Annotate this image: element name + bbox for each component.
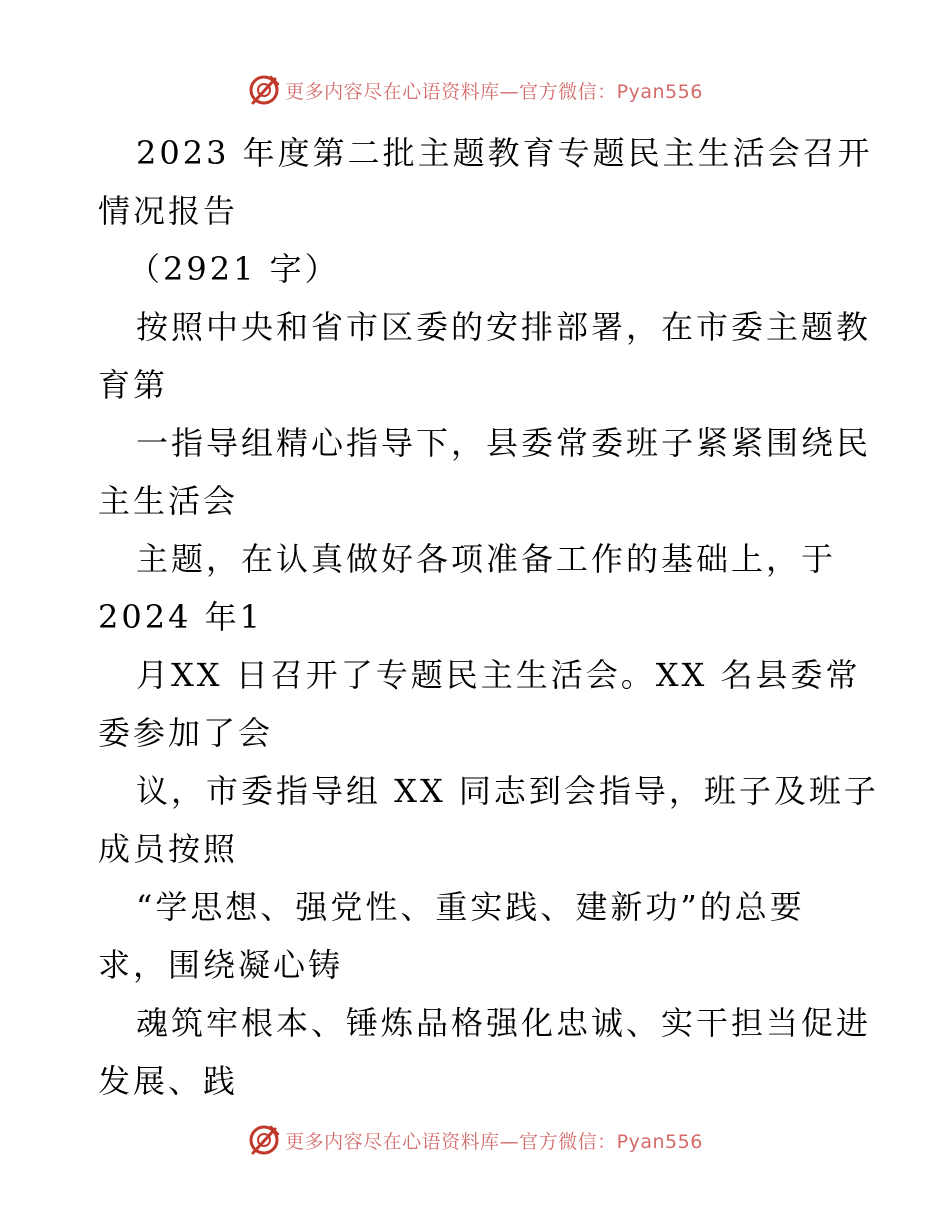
paragraph-line: 魂筑牢根本、锤炼品格强化忠诚、实干担当促进 bbox=[136, 1004, 872, 1042]
paragraph-line: 一指导组精心指导下，县委常委班子紧紧围绕民 bbox=[136, 424, 872, 462]
paragraph-line: “学思想、强党性、重实践、建新功”的总要 bbox=[136, 888, 805, 926]
watermark-text: 更多内容尽在心语资料库—官方微信：Pyan556 bbox=[285, 1130, 703, 1153]
paragraph-line: 主题，在认真做好各项准备工作的基础上，于 bbox=[136, 540, 837, 578]
paragraph-line: 议，市委指导组 XX 同志到会指导，班子及班子 bbox=[136, 772, 879, 810]
word-count: （2921 字） bbox=[128, 250, 340, 288]
footer-watermark bbox=[0, 1122, 950, 1158]
header-watermark bbox=[0, 72, 950, 108]
paragraph-line: 按照中央和省市区委的安排部署，在市委主题教 bbox=[136, 308, 872, 346]
paragraph-line: 月XX 日召开了专题民主生活会。XX 名县委常 bbox=[136, 656, 861, 694]
watermark-text: 更多内容尽在心语资料库—官方微信：Pyan556 bbox=[285, 80, 703, 103]
pen-circle-logo-icon bbox=[247, 73, 281, 107]
paragraph-line: 求，围绕凝心铸 bbox=[98, 946, 344, 984]
paragraph-lines bbox=[98, 298, 888, 1110]
paragraph-line: 委参加了会 bbox=[98, 714, 274, 752]
paragraph-line: 成员按照 bbox=[98, 830, 239, 868]
document-body bbox=[98, 124, 888, 1110]
pen-circle-logo-icon bbox=[247, 1123, 281, 1157]
document-title-line-2: 情况报告 bbox=[98, 192, 239, 230]
paragraph-line: 发展、践 bbox=[98, 1062, 239, 1100]
paragraph-line: 2024 年1 bbox=[98, 598, 263, 636]
paragraph-line: 育第 bbox=[98, 366, 169, 404]
document-title-line-1: 2023 年度第二批主题教育专题民主生活会召开 bbox=[136, 134, 873, 172]
paragraph-line: 主生活会 bbox=[98, 482, 239, 520]
